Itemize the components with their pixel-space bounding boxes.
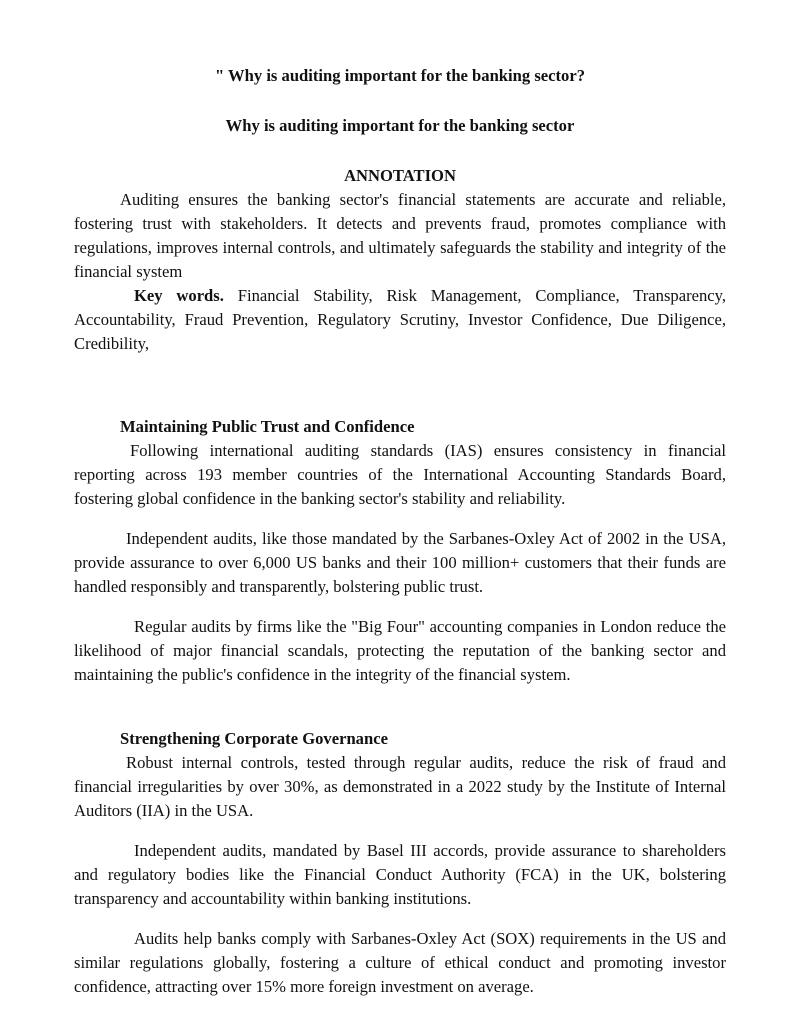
section-paragraph: Audits help banks comply with Sarbanes-Oxley Act (SOX) requirements in the US and similar regulations globally, fostering a culture of ethical conduct and promoting investor confidence, attracting over 15% more foreign investment on average. [74,929,726,996]
annotation-heading: ANNOTATION [344,166,456,185]
section-paragraph: Regular audits by firms like the "Big Four" accounting companies in London reduce the likelihood of major financial scandals, protecting the reputation of the banking sector and maintaining the public's confidence in the integrity of the financial system. [74,617,726,684]
section-heading-public-trust: Maintaining Public Trust and Confidence [120,417,415,436]
section-paragraph: Independent audits, mandated by Basel III accords, provide assurance to shareholders and regulatory bodies like the Financial Conduct Authority (FCA) in the UK, bolstering transparency and accountability within banking institutions. [74,841,726,908]
document-title: " Why is auditing important for the banking sector? [214,66,585,85]
section-paragraph: Independent audits, like those mandated by the Sarbanes-Oxley Act of 2002 in the USA, provide assurance to over 6,000 US banks and their 100 million+ customers that their funds are handled responsibly and transparently, bolstering public trust. [74,529,726,596]
section-paragraph: Robust internal controls, tested through regular audits, reduce the risk of fraud and financial irregularities by over 30%, as demonstrated in a 2022 study by the Institute of Internal Auditors (IIA) in the USA. [74,753,726,820]
keywords-label: Key words. [134,286,224,305]
document-subtitle: Why is auditing important for the banking sector [225,116,575,135]
document-page [74,64,726,999]
section-heading-corporate-governance: Strengthening Corporate Governance [120,729,388,748]
section-paragraph: Following international auditing standards (IAS) ensures consistency in financial reporting across 193 member countries of the International Accounting Standards Board, fostering global confidence in the banking sector's stability and reliability. [74,441,726,508]
keywords-list: Financial Stability, Risk Management, Compliance, Transparency, Accountability, Fraud Prevention, Regulatory Scrutiny, Investor Confidence, Due Diligence, Credibility, [74,286,726,353]
keywords-paragraph [74,284,726,356]
annotation-paragraph: Auditing ensures the banking sector's financial statements are accurate and reliable, fostering trust with stakeholders. It detects and prevents fraud, promotes compliance with regulations, improves internal controls, and ultimately safeguards the stability and integrity of the financial system [74,190,726,281]
